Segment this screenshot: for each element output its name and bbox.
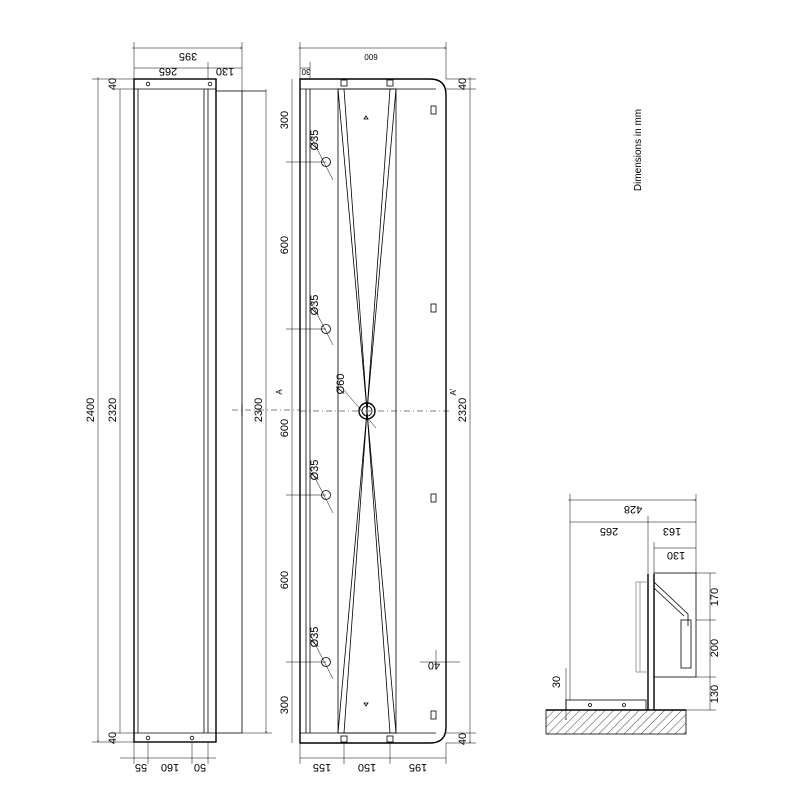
section-dim-depth: 428 — [623, 503, 643, 515]
side-dim-bottom-c: 50 — [193, 761, 207, 773]
section-trough — [654, 573, 696, 677]
front-dim-spacing-bottom: 300 — [279, 695, 291, 715]
front-outlet-dia-4: Ø35 — [309, 626, 321, 648]
front-drain-dia: Ø60 — [335, 373, 347, 395]
units-note: Dimensions in mm — [633, 108, 644, 192]
side-dim-top-inner: 265 — [158, 65, 178, 77]
front-dim-edge: 30 — [301, 67, 311, 76]
side-dim-end-bottom: 40 — [107, 731, 119, 745]
front-outlet-dia-1: Ø35 — [309, 129, 321, 151]
section-dim-h-top: 170 — [709, 587, 721, 607]
section-dim-lip: 130 — [666, 549, 686, 561]
section-dim-front: 163 — [662, 525, 682, 537]
side-dim-height-total: 2400 — [85, 397, 97, 423]
front-dim-width: 600 — [364, 52, 378, 61]
side-view — [85, 42, 300, 773]
section-dim-h-mid: 200 — [709, 638, 721, 658]
side-section-mark: A — [275, 389, 284, 395]
front-dim-spacing-mid-1: 600 — [279, 235, 291, 255]
side-dim-section-height: 2300 — [253, 397, 265, 423]
side-dim-top-width: 395 — [178, 50, 198, 62]
section-dim-rear: 265 — [599, 525, 619, 537]
side-rear-panel — [216, 91, 242, 733]
front-section-mark: A' — [449, 388, 458, 396]
front-dim-end-bottom: 40 — [457, 732, 469, 746]
front-dim-spacing-mid-2: 600 — [279, 418, 291, 438]
front-dim-bottom-c: 195 — [408, 761, 428, 773]
front-dim-spacing-top: 300 — [279, 110, 291, 130]
section-dim-h-bottom: 130 — [709, 684, 721, 704]
section-dim-floor: 30 — [551, 675, 563, 689]
front-view — [279, 42, 476, 773]
section-view — [546, 494, 721, 734]
front-body — [300, 79, 446, 743]
side-dim-end-top: 40 — [107, 77, 119, 91]
side-dim-top-back: 130 — [215, 65, 235, 77]
front-dim-height-inner: 2320 — [457, 397, 469, 423]
front-dim-bottom-a: 155 — [312, 761, 332, 773]
floor-hatch — [546, 710, 686, 734]
front-outlet-dia-2: Ø35 — [309, 294, 321, 316]
side-dim-bottom-a: 55 — [134, 761, 148, 773]
side-dim-bottom-b: 160 — [160, 761, 180, 773]
front-outlet-dia-3: Ø35 — [309, 459, 321, 481]
front-dim-end-top: 40 — [457, 77, 469, 91]
side-dim-height-inner: 2320 — [107, 397, 119, 423]
front-dim-spacing-mid-3: 600 — [279, 570, 291, 590]
front-dim-bottom-b: 150 — [357, 761, 377, 773]
front-dim-edge-right: 40 — [427, 659, 441, 671]
